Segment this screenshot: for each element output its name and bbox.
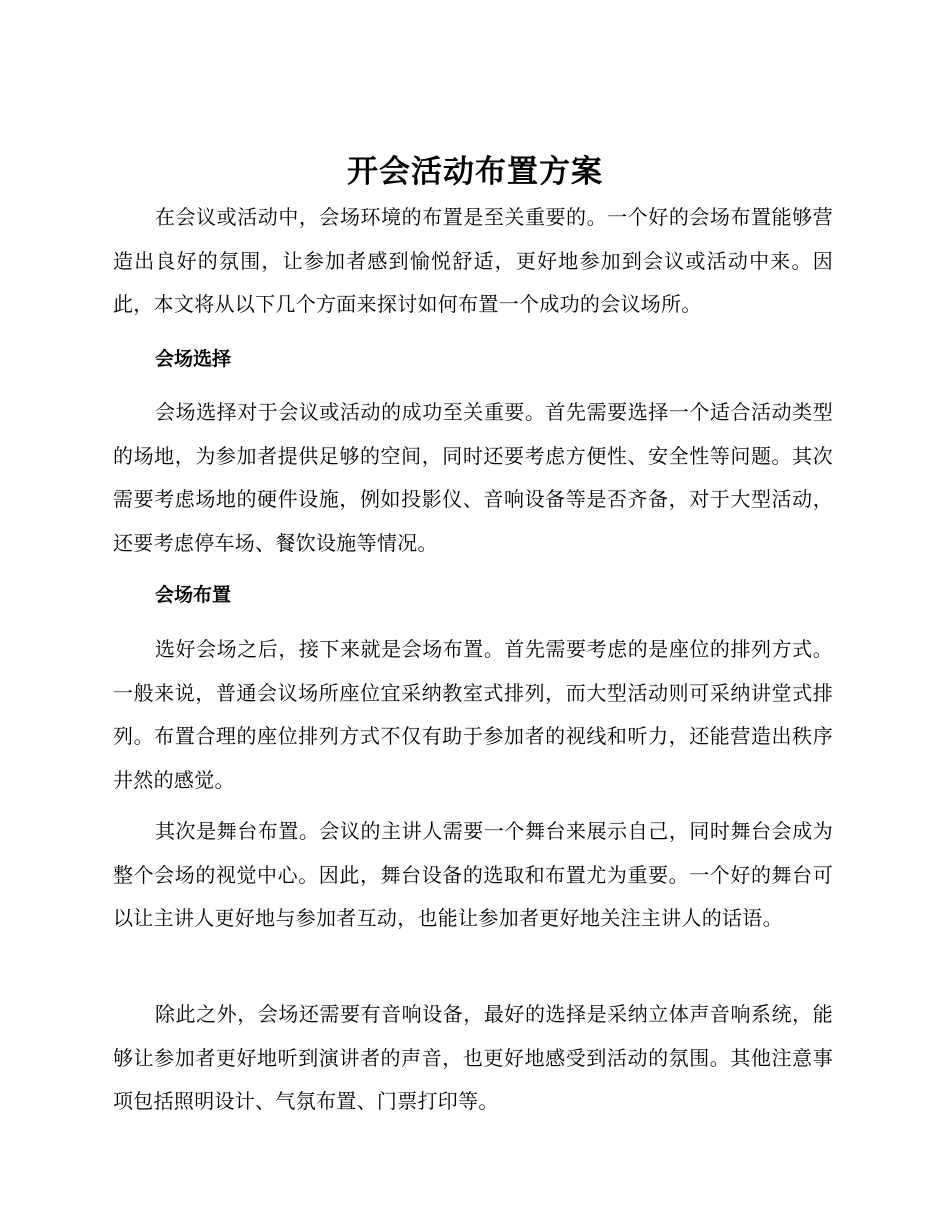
section-heading-venue-selection: 会场选择 [155, 348, 232, 370]
section-heading-venue-layout: 会场布置 [155, 584, 232, 606]
venue-layout-paragraph-audio: 除此之外，会场还需要有音响设备，最好的选择是采纳立体声音响系统，能够让参加者更好地听到演讲者的声音，也更好地感受到活动的氛围。其他注意事项包括照明设计、气氛布置、门票打印等。 [113, 1002, 833, 1113]
venue-layout-paragraph-stage: 其次是舞台布置。会议的主讲人需要一个舞台来展示自己，同时舞台会成为整个会场的视觉中心。因此，舞台设备的选取和布置尤为重要。一个好的舞台可以让主讲人更好地与参加者互动，也能让参加者更好地关注主讲人的话语。 [113, 819, 833, 930]
intro-paragraph: 在会议或活动中，会场环境的布置是至关重要的。一个好的会场布置能够营造出良好的氛围，让参加者感到愉悦舒适，更好地参加到会议或活动中来。因此，本文将从以下几个方面来探讨如何布置一个成功的会议场所。 [113, 205, 833, 316]
document-title: 开会活动布置方案 [347, 154, 603, 190]
venue-layout-paragraph-seating: 选好会场之后，接下来就是会场布置。首先需要考虑的是座位的排列方式。一般来说，普通会议场所座位宜采纳教室式排列，而大型活动则可采纳讲堂式排列。布置合理的座位排列方式不仅有助于参加者的视线和听力，还能营造出秩序井然的感觉。 [113, 637, 833, 792]
venue-selection-paragraph: 会场选择对于会议或活动的成功至关重要。首先需要选择一个适合活动类型的场地，为参加者提供足够的空间，同时还要考虑方便性、安全性等问题。其次需要考虑场地的硬件设施，例如投影仪、音响设备等是否齐备，对于大型活动，还要考虑停车场、餐饮设施等情况。 [113, 400, 833, 555]
